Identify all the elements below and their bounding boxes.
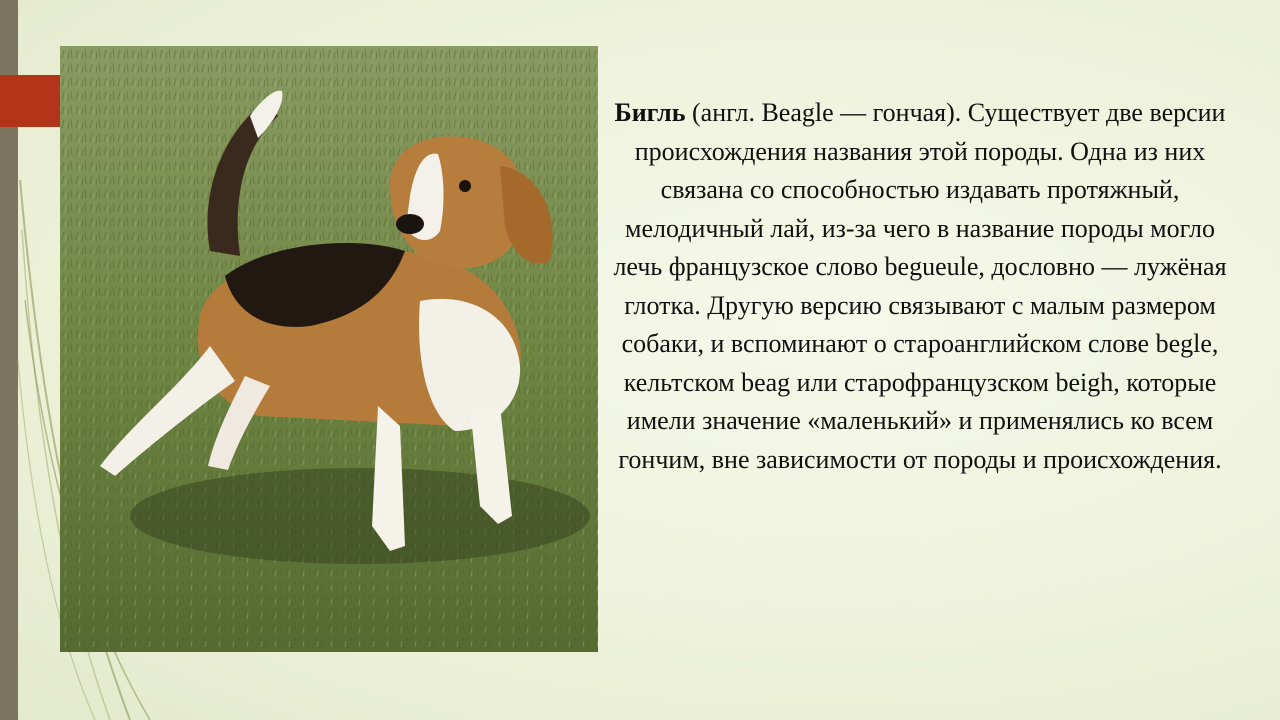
beagle-photo	[60, 46, 598, 652]
slide-text	[608, 94, 1232, 479]
title-word: Бигль	[614, 98, 686, 127]
body-text: (англ. Beagle — гончая). Существует две версии происхождения названия этой породы. Одна из них связана со способностью издавать протяжный, мелодичный лай, из-за чего в название породы могло лечь французское слово begueule, дословно — лужёная глотка. Другую версию связывают с малым размером собаки, и вспоминают о староанглийском слове begle, кельтском beag или старофранцузском beigh, которые имели значение «маленький» и применялись ко всем гончим, вне зависимости от породы и происхождения.	[613, 98, 1227, 474]
accent-bar	[0, 75, 62, 127]
